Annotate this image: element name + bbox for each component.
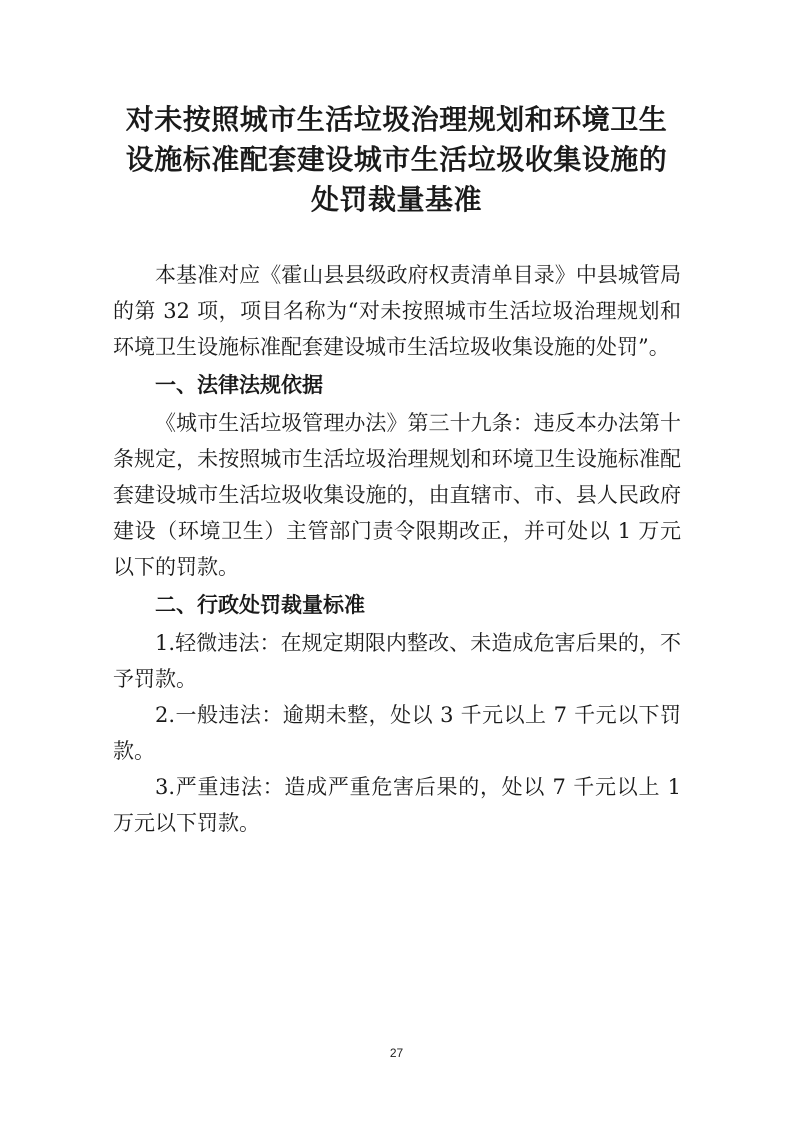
title-line-1: 对未按照城市生活垃圾治理规划和环境卫生 [125,103,668,136]
legal-basis-paragraph: 《城市生活垃圾管理办法》第三十九条：违反本办法第十条规定，未按照城市生活垃圾治理规划和环境卫生设施标准配套建设城市生活垃圾收集设施的，由直辖市、市、县人民政府建设（环境卫生）主管部门责令限期改正，并可处以 1 万元以下的罚款。 [113,411,681,579]
section-heading-legal-basis: 一、法律法规依据 [155,373,323,397]
intro-paragraph: 本基准对应《霍山县县级政府权责清单目录》中县城管局的第 32 项，项目名称为“对未按照城市生活垃圾治理规划和环境卫生设施标准配套建设城市生活垃圾收集设施的处罚”。 [113,263,681,359]
document-title [100,100,693,220]
page-number: 27 [389,1046,404,1060]
penalty-item-minor: 1.轻微违法：在规定期限内整改、未造成危害后果的，不予罚款。 [113,631,681,691]
section-heading-penalty-standards: 二、行政处罚裁量标准 [155,593,365,617]
title-line-2: 设施标准配套建设城市生活垃圾收集设施的 [125,143,668,176]
penalty-item-serious: 3.严重违法：造成严重危害后果的，处以 7 千元以上 1 万元以下罚款。 [113,775,681,835]
document-body [113,257,681,841]
penalty-item-general: 2.一般违法：逾期未整，处以 3 千元以上 7 千元以下罚款。 [113,703,681,763]
title-line-3: 处罚裁量基准 [310,183,482,216]
